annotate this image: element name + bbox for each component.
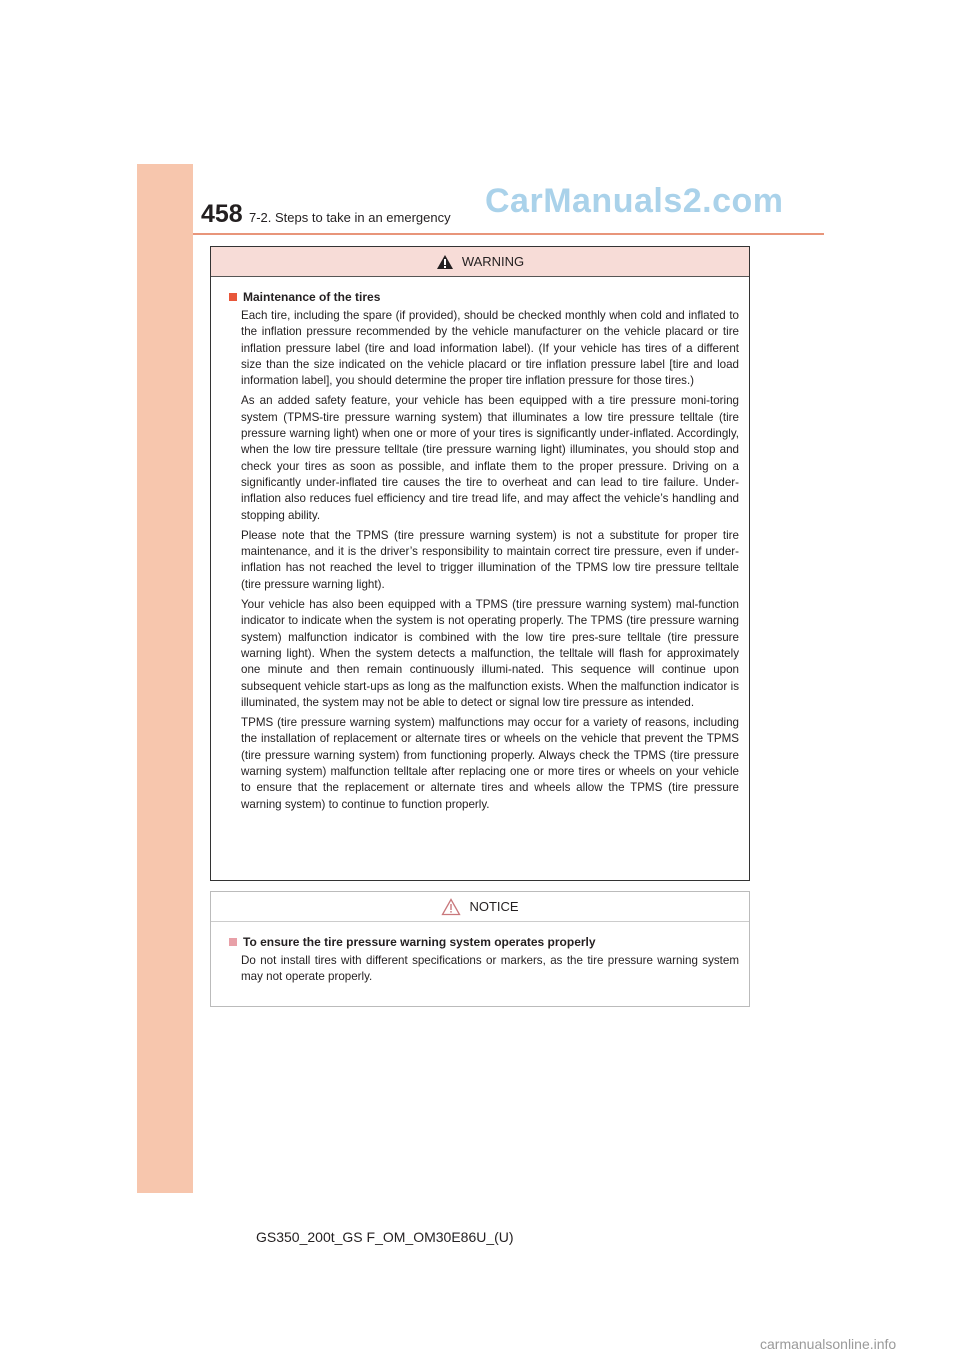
- header-rule: [193, 233, 824, 235]
- document-code: GS350_200t_GS F_OM_OM30E86U_(U): [256, 1229, 514, 1245]
- warning-paragraph: TPMS (tire pressure warning system) malfunctions may occur for a variety of reasons, including the installation of replacement or alternate tires or wheels on the vehicle that prevent the TPMS (tire pressure warning system) from functioning properly. Always check the TPMS (tire pressure warning system) malfunction telltale after replacing one or more tires or wheels on your vehicle to ensure that the replacement or alternate tires and wheels allow the TPMS (tire pressure warning system) to continue to function properly.: [241, 716, 739, 811]
- notice-box: [210, 891, 750, 1007]
- notice-body: [211, 922, 749, 986]
- warning-item-title-text: Maintenance of the tires: [243, 290, 381, 304]
- square-bullet-icon: [229, 938, 237, 946]
- section-title: 7-2. Steps to take in an emergency: [249, 210, 451, 225]
- notice-item-title: [229, 935, 739, 949]
- notice-header: [211, 892, 749, 922]
- watermark-top: CarManuals2.com: [485, 182, 784, 220]
- warning-title: WARNING: [461, 254, 525, 269]
- warning-triangle-icon: [436, 254, 454, 270]
- page-number: 458: [201, 200, 243, 228]
- warning-paragraph: Your vehicle has also been equipped with a TPMS (tire pressure warning system) mal-function indicator to indicate when the system is not operating properly. The TPMS (tire pressure warning system) malfunction indicator is combined with the low tire pres-sure telltale (tire pressure warning light). When the system detects a malfunction, the telltale will flash for approximately one minute and then remain continuously illumi-nated. This sequence will continue upon subsequent vehicle start-ups as long as the malfunction exists. When the malfunction indicator is illuminated, the system may not be able to detect or signal low tire pressure as intended.: [241, 598, 739, 709]
- watermark-bottom: carmanualsonline.info: [760, 1336, 897, 1352]
- warning-paragraph: Each tire, including the spare (if provided), should be checked monthly when cold and inflated to the inflation pressure recommended by the vehicle manufacturer on the vehicle placard or tire inflation pressure label (tire and load information label). (If your vehicle has tires of a different size than the size indicated on the vehicle placard or tire inflation pressure label [tire and load information label], you should determine the proper tire inflation pressure for those tires.): [241, 309, 739, 388]
- notice-triangle-icon: [441, 898, 461, 916]
- notice-item-title-text: To ensure the tire pressure warning system operates properly: [243, 935, 596, 949]
- notice-title: NOTICE: [469, 899, 519, 914]
- warning-box: [210, 246, 750, 881]
- warning-body: [211, 277, 749, 813]
- notice-paragraph: Do not install tires with different specifications or markers, as the tire pressure warning system may not operate properly.: [241, 954, 739, 984]
- warning-paragraph: As an added safety feature, your vehicle has been equipped with a tire pressure moni-toring system (TPMS-tire pressure warning system) that illuminates a low tire pressure telltale (tire pressure warning light) when one or more of your tires is significantly under-inflated. Accordingly, when the low tire pressure telltale (tire pressure warning light) illuminates, you should stop and check your tires as soon as possible, and inflate them to the proper pressure. Driving on a significantly under-inflated tire causes the tire to overheat and can lead to tire failure. Under-inflation also reduces fuel efficiency and tire tread life, and may affect the vehicle’s handling and stopping ability.: [241, 394, 739, 522]
- warning-paragraph: Please note that the TPMS (tire pressure warning system) is not a substitute for proper tire maintenance, and it is the driver’s responsibility to maintain correct tire pressure, even if under-inflation has not reached the level to trigger illumination of the TPMS low tire pressure telltale (tire pressure warning light).: [241, 528, 739, 591]
- warning-header: [211, 247, 749, 277]
- warning-item-title: [229, 290, 739, 304]
- square-bullet-icon: [229, 293, 237, 301]
- side-color-band: [137, 164, 193, 1193]
